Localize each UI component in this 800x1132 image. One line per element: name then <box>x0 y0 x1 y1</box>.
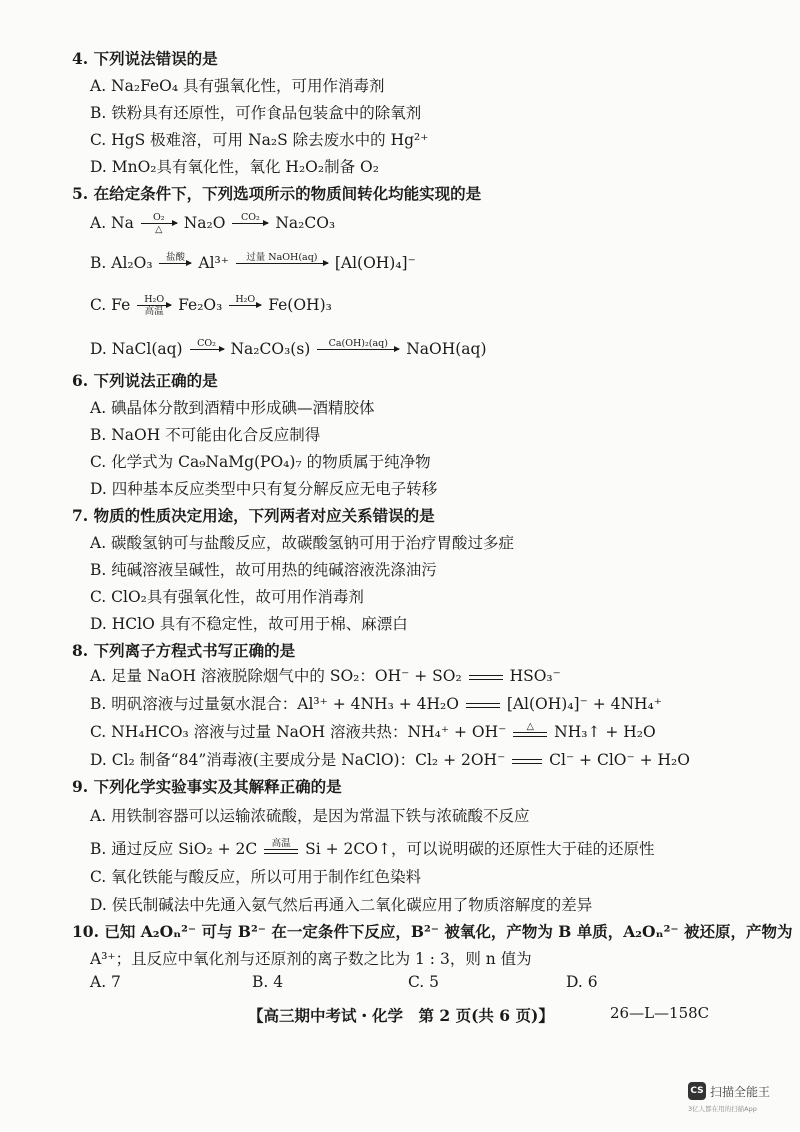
q5a-arrow-1: O₂ △ <box>141 213 177 235</box>
q8-option-c <box>90 718 656 746</box>
q10-stem-line2: A³⁺；且反应中氧化剂与还原剂的离子数之比为 1 : 3，则 n 值为 <box>90 950 532 968</box>
q5a-arrow-2: CO₂ <box>232 213 268 235</box>
q8b-equals <box>466 695 500 716</box>
exam-code: 26—L—158C <box>610 1004 710 1022</box>
q7-option-d: D. HClO 具有不稳定性，故可用于棉、麻漂白 <box>90 615 408 633</box>
q10-choice-d: D. 6 <box>566 973 598 991</box>
q5d-arrow-2: Ca(OH)₂(aq) <box>317 339 399 361</box>
q9-option-d: D. 侯氏制碱法中先通入氨气然后再通入二氧化碳应用了物质溶解度的差异 <box>90 896 593 914</box>
q4-option-b: B. 铁粉具有还原性，可作食品包装盒中的除氧剂 <box>90 104 422 122</box>
q6-option-b: B. NaOH 不可能由化合反应制得 <box>90 426 321 444</box>
q6-stem: 6. 下列说法正确的是 <box>72 371 218 390</box>
q5c-product: Fe(OH)₃ <box>268 296 332 314</box>
q6-option-c: C. 化学式为 Ca₉NaMg(PO₄)₇ 的物质属于纯净物 <box>90 453 431 471</box>
q4-option-c: C. HgS 极难溶，可用 Na₂S 除去废水中的 Hg²⁺ <box>90 131 429 149</box>
q4-stem: 4. 下列说法错误的是 <box>72 49 218 68</box>
q5a-product: Na₂CO₃ <box>275 214 336 232</box>
q5-stem: 5. 在给定条件下，下列选项所示的物质间转化均能实现的是 <box>72 184 482 203</box>
q8-option-a <box>90 662 561 690</box>
q7-stem: 7. 物质的性质决定用途，下列两者对应关系错误的是 <box>72 506 435 525</box>
q5a-reactant: A. Na <box>90 214 134 232</box>
scanner-brand-name: 扫描全能王 <box>710 1084 771 1099</box>
q5-option-b <box>90 248 416 278</box>
q8c-equals: △ <box>513 722 547 745</box>
q8-option-d <box>90 746 690 774</box>
q8c-left: C. NH₄HCO₃ 溶液与过量 NaOH 溶液共热：NH₄⁺ + OH⁻ <box>90 723 507 741</box>
q9-option-c: C. 氧化铁能与酸反应，所以可用于制作红色染料 <box>90 868 422 886</box>
q8a-left: A. 足量 NaOH 溶液脱除烟气中的 SO₂：OH⁻ + SO₂ <box>90 667 462 685</box>
q9-option-b <box>90 835 654 863</box>
q5b-intermediate: Al³⁺ <box>198 254 229 272</box>
q8-option-b <box>90 690 662 718</box>
q7-option-a: A. 碳酸氢钠可与盐酸反应，故碳酸氢钠可用于治疗胃酸过多症 <box>90 534 515 552</box>
q9b-equals: 高温 <box>264 839 298 862</box>
q8d-equals <box>512 751 542 772</box>
q8a-equals <box>469 667 503 688</box>
q5b-reactant: B. Al₂O₃ <box>90 254 153 272</box>
q4-option-d: D. MnO₂具有氧化性，氧化 H₂O₂制备 O₂ <box>90 158 379 176</box>
q8b-left: B. 明矾溶液与过量氨水混合：Al³⁺ + 4NH₃ + 4H₂O <box>90 695 459 713</box>
q9b-right: Si + 2CO↑，可以说明碳的还原性大于硅的还原性 <box>305 840 655 858</box>
q6-option-a: A. 碘晶体分散到酒精中形成碘—酒精胶体 <box>90 399 375 417</box>
q4-option-a: A. Na₂FeO₄ 具有强氧化性，可用作消毒剂 <box>90 77 385 95</box>
q5a-intermediate: Na₂O <box>183 214 226 232</box>
q5d-reactant: D. NaCl(aq) <box>90 340 183 358</box>
camscanner-logo-icon: CS <box>688 1082 706 1100</box>
page-footer-title: 【高三期中考试・化学 第 2 页(共 6 页)】 <box>248 1006 554 1025</box>
q10-stem-line1: 10. 已知 A₂Oₙ²⁻ 可与 B²⁻ 在一定条件下反应，B²⁻ 被氧化，产物为 B 单质，A₂Oₙ²⁻ 被还原，产物为 <box>72 922 793 941</box>
q10-choice-b: B. 4 <box>252 973 284 991</box>
q8d-left: D. Cl₂ 制备“84”消毒液(主要成分是 NaClO)：Cl₂ + 2OH⁻ <box>90 751 506 769</box>
q5c-arrow-2: H₂O <box>229 295 261 317</box>
q9-option-a: A. 用铁制容器可以运输浓硫酸，是因为常温下铁与浓硫酸不反应 <box>90 807 530 825</box>
q5c-intermediate: Fe₂O₃ <box>178 296 223 314</box>
q8c-right: NH₃↑ + H₂O <box>554 723 656 741</box>
q9b-left: B. 通过反应 SiO₂ + 2C <box>90 840 258 858</box>
q5-option-c <box>90 290 332 320</box>
q5d-intermediate: Na₂CO₃(s) <box>230 340 311 358</box>
q5b-arrow-1: 盐酸 <box>159 253 191 275</box>
scanner-watermark <box>688 1082 770 1100</box>
q10-choice-c: C. 5 <box>408 973 440 991</box>
q5d-product: NaOH(aq) <box>406 340 487 358</box>
q5d-arrow-1: CO₂ <box>190 339 224 361</box>
q8d-right: Cl⁻ + ClO⁻ + H₂O <box>549 751 690 769</box>
q5-option-a <box>90 208 335 238</box>
q8a-right: HSO₃⁻ <box>509 667 561 685</box>
q5b-product: [Al(OH)₄]⁻ <box>334 254 416 272</box>
q7-option-b: B. 纯碱溶液呈碱性，故可用热的纯碱溶液洗涤油污 <box>90 561 437 579</box>
q8-stem: 8. 下列离子方程式书写正确的是 <box>72 641 296 660</box>
q5b-arrow-2: 过量 NaOH(aq) <box>236 253 328 275</box>
scanner-tagline: 3亿人都在用的扫描App <box>688 1105 757 1113</box>
q5c-arrow-1: H₂O 高温 <box>137 295 171 317</box>
q8b-right: [Al(OH)₄]⁻ + 4NH₄⁺ <box>506 695 662 713</box>
q10-choice-a: A. 7 <box>90 973 121 991</box>
q5c-reactant: C. Fe <box>90 296 131 314</box>
q7-option-c: C. ClO₂具有强氧化性，故可用作消毒剂 <box>90 588 364 606</box>
q5-option-d <box>90 334 487 364</box>
q9-stem: 9. 下列化学实验事实及其解释正确的是 <box>72 777 342 796</box>
q6-option-d: D. 四种基本反应类型中只有复分解反应无电子转移 <box>90 480 438 498</box>
